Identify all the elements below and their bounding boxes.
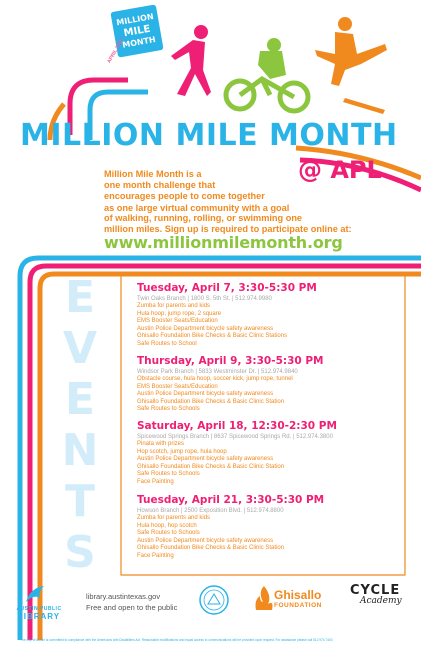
intro-text <box>104 169 304 214</box>
footer-tagline: Free and open to the public <box>86 603 178 612</box>
event-activity: EMS Booster Seats/Education <box>137 318 218 325</box>
million-mile-month-badge <box>104 8 164 66</box>
event-activity: Ghisallo Foundation Bike Checks & Basic Clinic Station <box>137 398 285 405</box>
event-activity: Zumba for parents and kids <box>137 515 211 521</box>
event-venue: Spicewood Springs Branch | 8637 Spicewood Springs Rd. | 512.974.3800 <box>137 434 333 440</box>
event-venue: Twin Oaks Branch | 1800 S. 5th St. | 512.974.9980 <box>137 296 272 302</box>
cycle-academy-logo <box>350 583 410 606</box>
intro-line: Million Mile Month is a <box>104 169 202 179</box>
intro-line: million miles. Sign up is required to participate online at: <box>104 224 352 235</box>
intro-line: as one large virtual community with a goal <box>104 202 290 213</box>
library-bird-logo-icon <box>24 584 50 606</box>
intro-line: of walking, running, rolling, or swimming one <box>104 213 303 223</box>
event-venue: Howson Branch | 2500 Exposition Blvd. | 512.974.8800 <box>137 508 284 514</box>
ada-compliance-notice: The City of Austin is committed to compliance with the Americans with Disabilities Act. Reasonable modifications and equal access to communications will be provided upon request. For assistance please call 512.974.7400 <box>20 638 333 642</box>
cycle-name: CYCLE <box>350 583 401 598</box>
event-activity: Safe Routes to Schools <box>137 406 200 413</box>
badge-date: APRIL 2015 <box>106 37 126 65</box>
events-letter: E <box>64 374 96 425</box>
ghisallo-logo <box>274 588 322 609</box>
events-letter: S <box>64 527 96 578</box>
event-activity: EMS Booster Seats/Education <box>137 383 218 390</box>
event-activity: Austin Police Department bicycle safety awareness <box>137 456 274 463</box>
event-title: Saturday, April 18, 12:30-2:30 PM <box>137 420 337 432</box>
event-activity: Ghisallo Foundation Bike Checks & Basic Clinic Stations <box>137 333 288 340</box>
library-logo-line2: LIBRARY <box>17 612 61 621</box>
event-block-april-7 <box>137 282 407 349</box>
ghisallo-name: Ghisallo <box>274 588 322 602</box>
event-title: Tuesday, April 21, 3:30-5:30 PM <box>137 494 325 506</box>
event-activity: Hop scotch, jump rope, hula hoop <box>137 448 227 455</box>
event-activity: Austin Police Department bicycle safety awareness <box>137 325 274 332</box>
poster-subtitle: @ APL <box>298 156 382 184</box>
bmx-rider-silhouette-icon <box>220 35 316 115</box>
event-activity: Face Painting <box>137 552 174 559</box>
badge-line-3: MONTH <box>121 34 157 50</box>
event-activity: Zumba for parents and kids <box>137 303 211 309</box>
runner-silhouette-icon <box>163 22 223 117</box>
event-block-april-21 <box>137 494 407 561</box>
signup-url-link[interactable]: www.millionmilemonth.org <box>104 233 343 252</box>
library-logo <box>14 606 64 621</box>
library-logo-line1: AUSTIN PUBLIC <box>16 606 62 612</box>
badge-line-2: MILE <box>122 23 152 40</box>
event-activity: Safe Routes to Schools <box>137 530 200 537</box>
events-letter: E <box>64 272 96 323</box>
event-activity: Ghisallo Foundation Bike Checks & Basic Clinic Station <box>137 545 285 552</box>
library-website[interactable]: library.austintexas.gov <box>86 592 161 601</box>
event-activity: Safe Routes to School <box>137 340 197 347</box>
event-activity: Austin Police Department bicycle safety awareness <box>137 391 274 398</box>
event-activity: Obstacle course, hula hoop, soccer kick, jump rope, tunnel <box>137 376 293 382</box>
events-vertical-word <box>50 272 110 578</box>
event-activity: Hula hoop, jump rope, 2 square <box>137 310 222 317</box>
ghisallo-flame-icon <box>254 586 274 612</box>
events-letter: N <box>61 425 99 476</box>
event-block-april-18 <box>137 420 407 487</box>
badge-line-1: MILLION <box>115 11 155 28</box>
cycle-sub: Academy <box>360 596 402 606</box>
intro-line: one month challenge that <box>104 180 216 191</box>
events-letter: T <box>64 476 95 527</box>
event-activity: Ghisallo Foundation Bike Checks & Basic Clinic Station <box>137 463 285 470</box>
event-activity: Face Painting <box>137 478 174 485</box>
event-title: Tuesday, April 7, 3:30-5:30 PM <box>137 282 317 294</box>
ghisallo-sub: FOUNDATION <box>274 602 322 609</box>
intro-line: encourages people to come together <box>104 191 265 202</box>
event-activity: Hula hoop, hop scotch <box>137 522 197 529</box>
event-title: Thursday, April 9, 3:30-5:30 PM <box>137 355 324 367</box>
event-activity: Safe Routes to Schools <box>137 471 200 478</box>
event-activity: Pinata with prizes <box>137 441 185 447</box>
city-seal-icon <box>198 584 230 616</box>
skateboarder-silhouette-icon <box>305 14 395 114</box>
poster-title: MILLION MILE MONTH <box>20 118 398 153</box>
events-letter: V <box>62 323 98 374</box>
event-block-april-9 <box>137 355 407 414</box>
event-activity: Austin Police Department bicycle safety awareness <box>137 537 274 544</box>
event-venue: Windsor Park Branch | 5833 Westminster Dr. | 512.974.9840 <box>137 369 298 375</box>
